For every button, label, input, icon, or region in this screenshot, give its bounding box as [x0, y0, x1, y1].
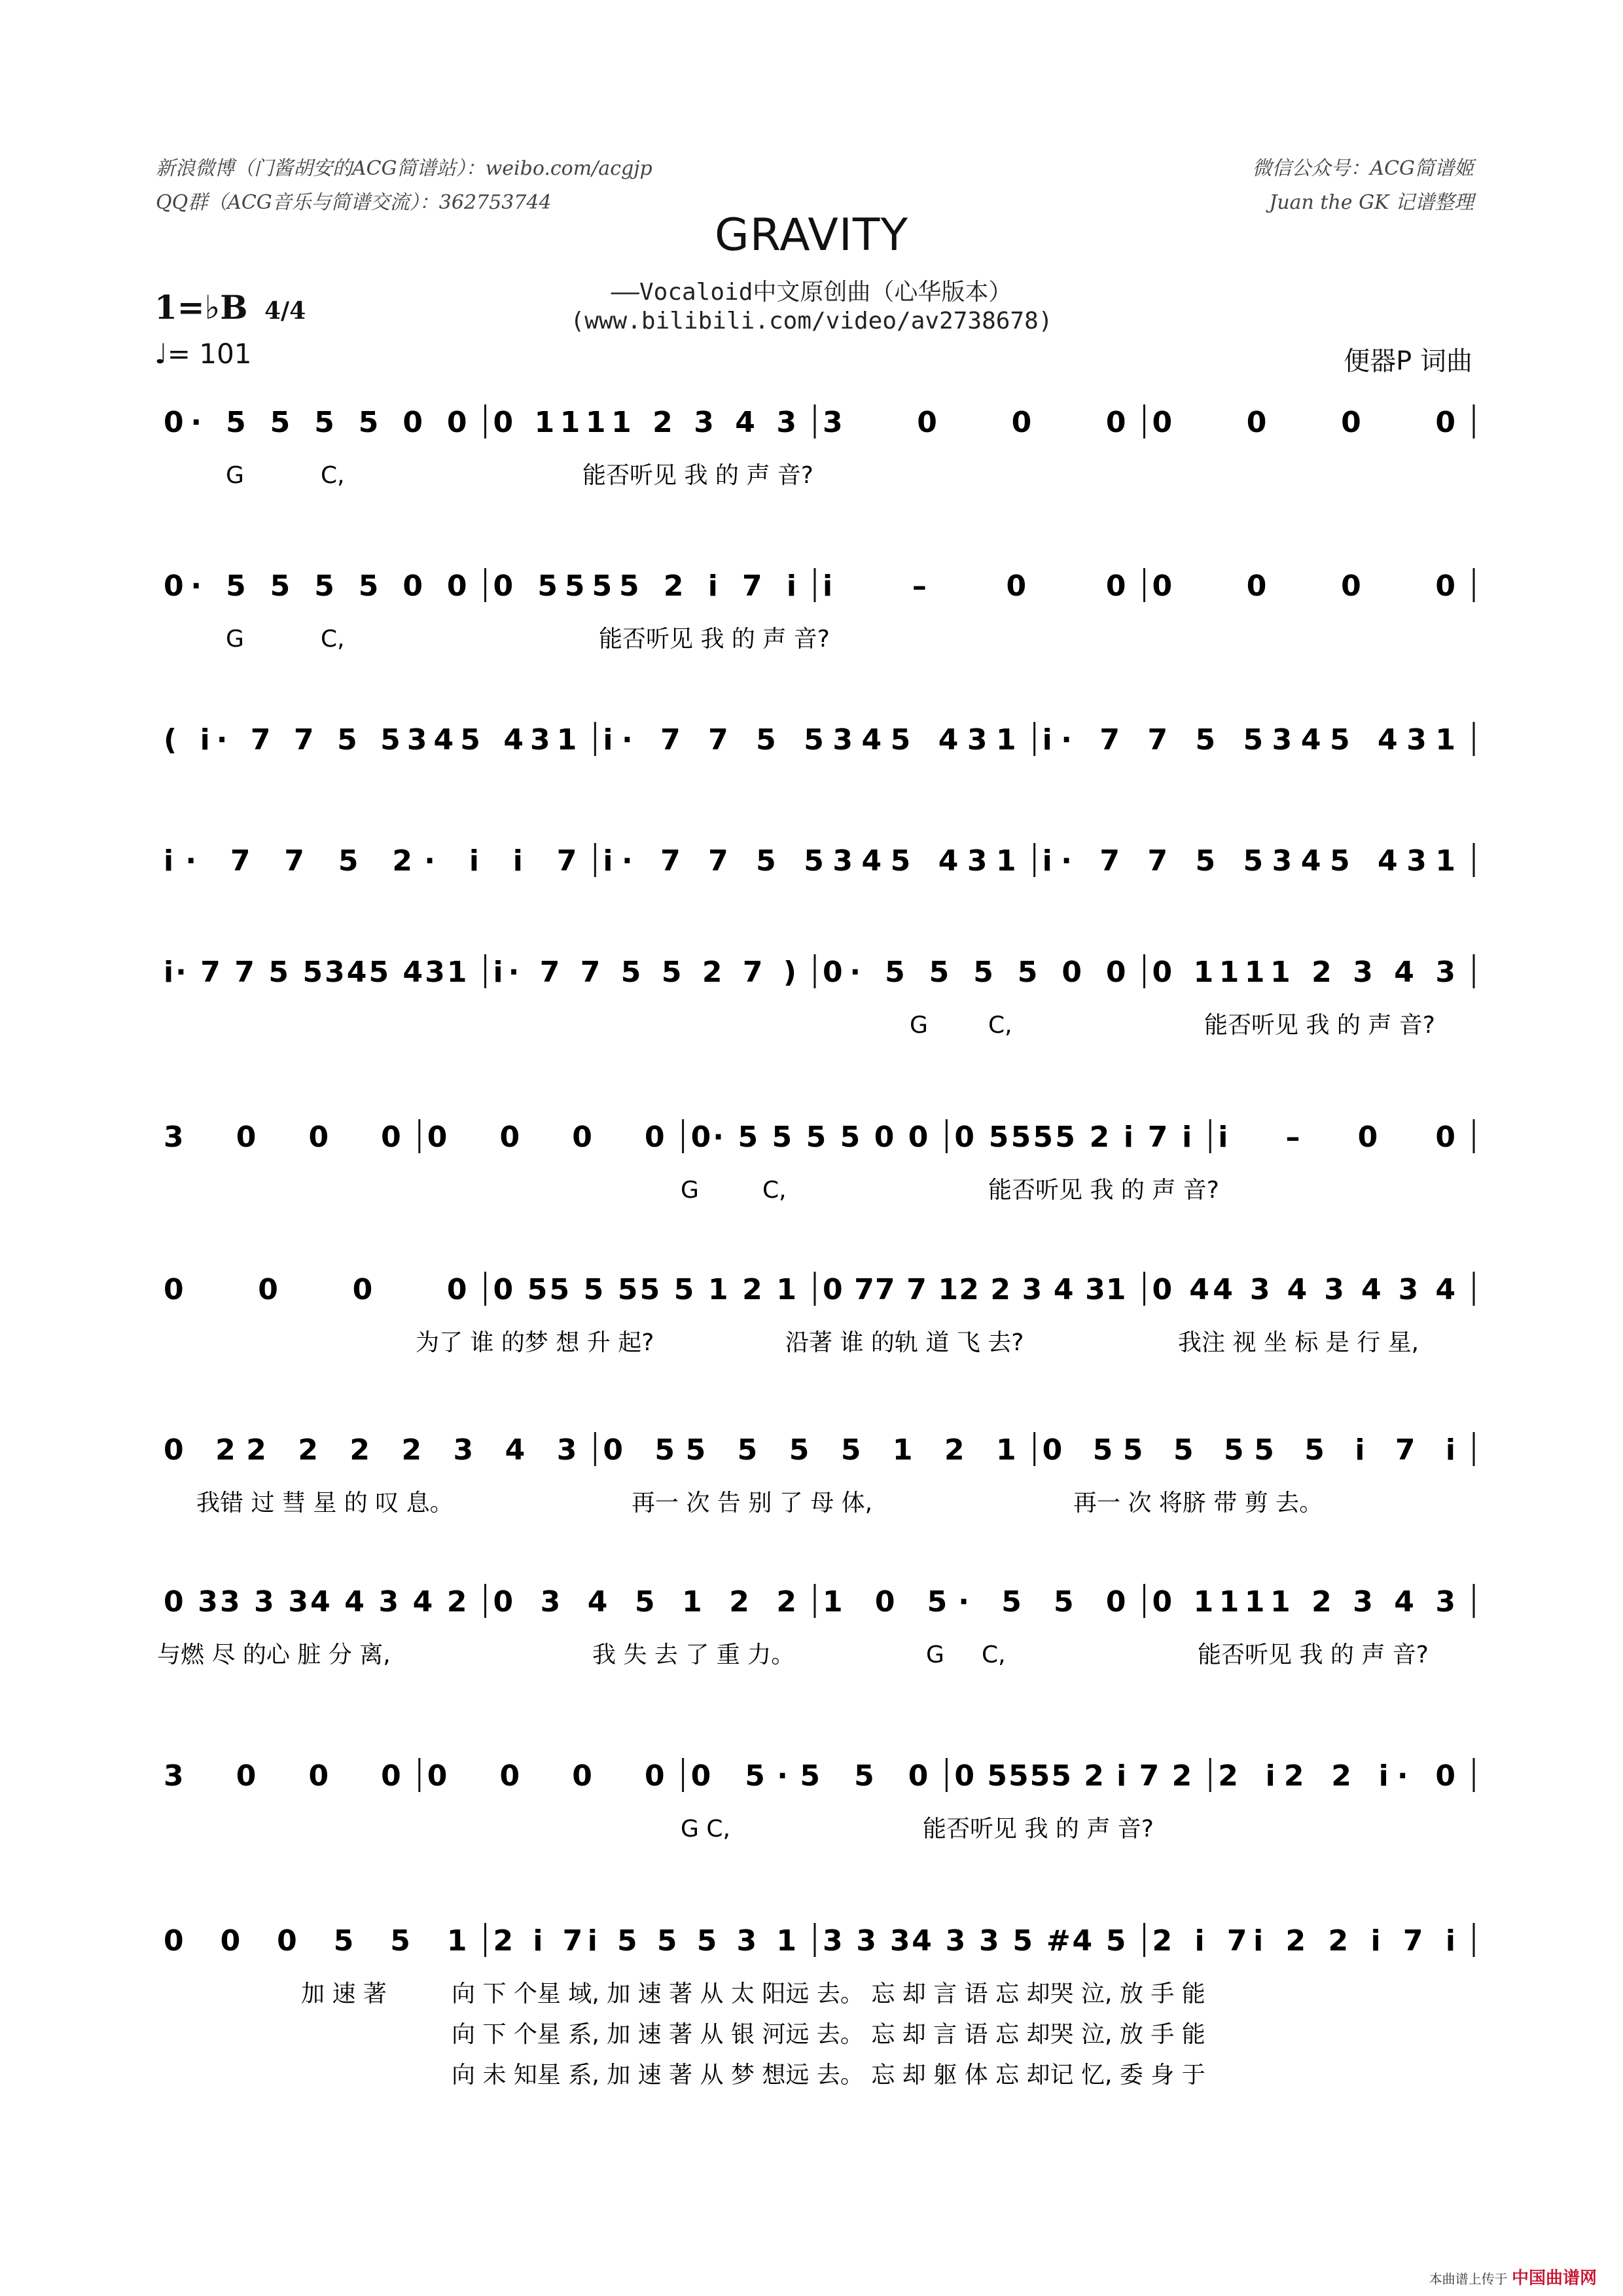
measure-notes: i· 7 7 5 5345 431 — [603, 844, 1016, 878]
key-text: 1=♭B — [154, 288, 248, 327]
measure-notes: i· 7 7 5 5345 431 — [1042, 723, 1455, 757]
lyric-text: C, — [982, 1641, 1006, 1668]
source-url: (www.bilibili.com/video/av2738678) — [570, 308, 1053, 334]
measure-notes: 0 33 3 34 4 3 4 2 — [164, 1585, 467, 1619]
lyric-text: G — [910, 1012, 928, 1039]
measure-notes: 0 0 0 0 — [1152, 406, 1455, 439]
measure-notes: ( i· 7 7 5 5345 431 — [164, 723, 577, 757]
measure-notes: 0· 5 5 5 5 0 0 — [690, 1121, 929, 1154]
lyric-text: 再一 次 将脐 带 剪 去。 — [1073, 1490, 1323, 1516]
measure-notes: 3 0 0 0 — [823, 406, 1126, 439]
measure-notes: 0· 5 5 5 5 0 0 — [823, 956, 1126, 989]
lyric-text: 我错 过 彗 星 的 叹 息。 — [196, 1490, 454, 1516]
lyric-text: 再一 次 告 别 了 母 体, — [632, 1490, 873, 1516]
measure-notes: 0 55 5 5 5 1 2 1 — [603, 1433, 1016, 1467]
measure-notes: 0 0 0 0 — [164, 1273, 467, 1306]
measure-notes: 2 i 7i 5 5 5 3 1 — [493, 1924, 796, 1958]
measure-notes: i· 7 7 5 5345 431 — [1042, 844, 1455, 878]
measure-notes: 0 5·5 5 0 — [690, 1759, 929, 1793]
measure-notes: 2 i2 2 i· 0 — [1218, 1759, 1455, 1793]
lyric-text: 向 未 知星 系, 加 速 著 从 梦 想远 去。 忘 却 躯 体 忘 却记 忆, 委 身 于 — [452, 2062, 1205, 2089]
measure-notes: 0 77 7 12 2 3 4 31 — [823, 1273, 1126, 1306]
measure-notes: 0· 5 5 5 5 0 0 — [164, 569, 467, 603]
score-row — [164, 722, 1474, 757]
measure-notes: i – 0 0 — [823, 569, 1126, 603]
lyric-text: 与燃 尽 的心 脏 分 离, — [157, 1641, 391, 1668]
lyric-text: C, — [321, 626, 345, 653]
score-row — [164, 1923, 1474, 2089]
composer-credit: 便器P 词曲 — [1344, 346, 1472, 376]
lyric-text: 能否听见 我 的 声 音? — [1204, 1012, 1435, 1039]
weibo-info: 新浪微博（门酱胡安的ACG简谱站）：weibo.com/acgjp — [156, 157, 652, 180]
measure-notes: 0 5555 2 i 7 i — [954, 1121, 1192, 1154]
measure-notes: 3 3 34 3 3 5 #4 5 — [823, 1924, 1126, 1958]
lyric-text: 能否听见 我 的 声 音? — [582, 462, 813, 489]
lyric-text: 向 下 个星 系, 加 速 著 从 银 河远 去。 忘 却 言 语 忘 却哭 泣, 放 手 能 — [452, 2021, 1205, 2048]
lyric-text: 加 速 著 — [301, 1981, 387, 2007]
wechat-info: 微信公众号：ACG简谱姬 — [1252, 157, 1474, 180]
lyric-text: 我注 视 坐 标 是 行 星, — [1178, 1329, 1419, 1356]
footer-prefix: 本曲谱上传于 — [1429, 2271, 1508, 2287]
measure-notes: 1 0 5· 5 5 0 — [823, 1585, 1126, 1619]
score-row — [164, 404, 1474, 489]
lyric-text: 能否听见 我 的 声 音? — [988, 1177, 1219, 1204]
qq-group-info: QQ群（ACG音乐与简谱交流）：362753744 — [156, 191, 552, 214]
upload-footer — [1429, 2265, 1597, 2289]
lyric-text: G C, — [681, 1816, 730, 1842]
score-row — [164, 1758, 1474, 1842]
lyric-text: G — [226, 462, 244, 489]
score-row — [164, 954, 1474, 1039]
tempo-marking: ♩= 101 — [154, 338, 252, 370]
lyric-text: G — [681, 1177, 699, 1204]
score-row — [164, 1272, 1474, 1356]
measure-notes: 0 3 4 5 1 2 2 — [493, 1585, 796, 1619]
measure-notes: i· 7 7 5 2· i i 7 — [164, 844, 577, 878]
song-subtitle: ——Vocaloid中文原创曲（心华版本） — [611, 279, 1012, 306]
score-row — [164, 568, 1474, 653]
measure-notes: 0 0 0 0 — [427, 1121, 665, 1154]
measure-notes: i· 7 7 5 5 2 7 ) — [493, 956, 796, 989]
lyric-text: 为了 谁 的梦 想 升 起? — [416, 1329, 654, 1356]
measure-notes: 0 1111 2 3 4 3 — [1152, 1585, 1455, 1619]
score-row — [164, 843, 1474, 878]
arranger-info: Juan the GK 记谱整理 — [1269, 191, 1474, 214]
lyric-text: G — [226, 626, 244, 653]
time-signature: 4/4 — [264, 297, 306, 325]
lyric-text: 沿著 谁 的轨 道 飞 去? — [785, 1329, 1024, 1356]
measure-notes: 0 0 0 5 5 1 — [164, 1924, 467, 1958]
lyric-text: C, — [762, 1177, 787, 1204]
measure-notes: 0 44 3 4 3 4 3 4 — [1152, 1273, 1455, 1306]
measure-notes: 0 55 5 55 5 i 7 i — [1042, 1433, 1455, 1467]
lyric-text: C, — [321, 462, 345, 489]
lyric-text: 能否听见 我 的 声 音? — [923, 1816, 1154, 1842]
lyric-text: C, — [988, 1012, 1012, 1039]
score-row — [157, 1584, 1474, 1668]
measure-notes: 0 5555 2 i 7 i — [493, 569, 796, 603]
song-title: GRAVITY — [715, 209, 908, 261]
measure-notes: 0 1111 2 3 4 3 — [1152, 956, 1455, 989]
measure-notes: 0 55 5 55 5 1 2 1 — [493, 1273, 796, 1306]
measure-notes: i – 0 0 — [1218, 1121, 1455, 1154]
measure-notes: 3 0 0 0 — [164, 1759, 401, 1793]
lyric-text: 能否听见 我 的 声 音? — [1198, 1641, 1429, 1668]
measure-notes: 3 0 0 0 — [164, 1121, 401, 1154]
measure-notes: 0 22 2 2 2 3 4 3 — [164, 1433, 577, 1467]
measure-notes: 0 0 0 0 — [427, 1759, 665, 1793]
measure-notes: i· 7 7 5 5345 431 — [603, 723, 1016, 757]
measure-notes: i· 7 7 5 5345 431 — [164, 956, 467, 989]
lyric-text: 能否听见 我 的 声 音? — [599, 626, 830, 653]
measure-notes: 0 1111 2 3 4 3 — [493, 406, 796, 439]
score-row — [164, 1432, 1474, 1516]
measure-notes: 0 0 0 0 — [1152, 569, 1455, 603]
footer-brand: 中国曲谱网 — [1511, 2269, 1597, 2288]
measure-notes: 0 5555 2 i 7 2 — [954, 1759, 1192, 1793]
score-row — [164, 1119, 1474, 1204]
measure-notes: 2 i 7i 2 2 i 7 i — [1152, 1924, 1455, 1958]
measure-notes: 0· 5 5 5 5 0 0 — [164, 406, 467, 439]
lyric-text: 我 失 去 了 重 力。 — [592, 1641, 795, 1668]
lyric-text: 向 下 个星 域, 加 速 著 从 太 阳远 去。 忘 却 言 语 忘 却哭 泣, 放 手 能 — [452, 1981, 1205, 2007]
lyric-text: G — [926, 1641, 944, 1668]
